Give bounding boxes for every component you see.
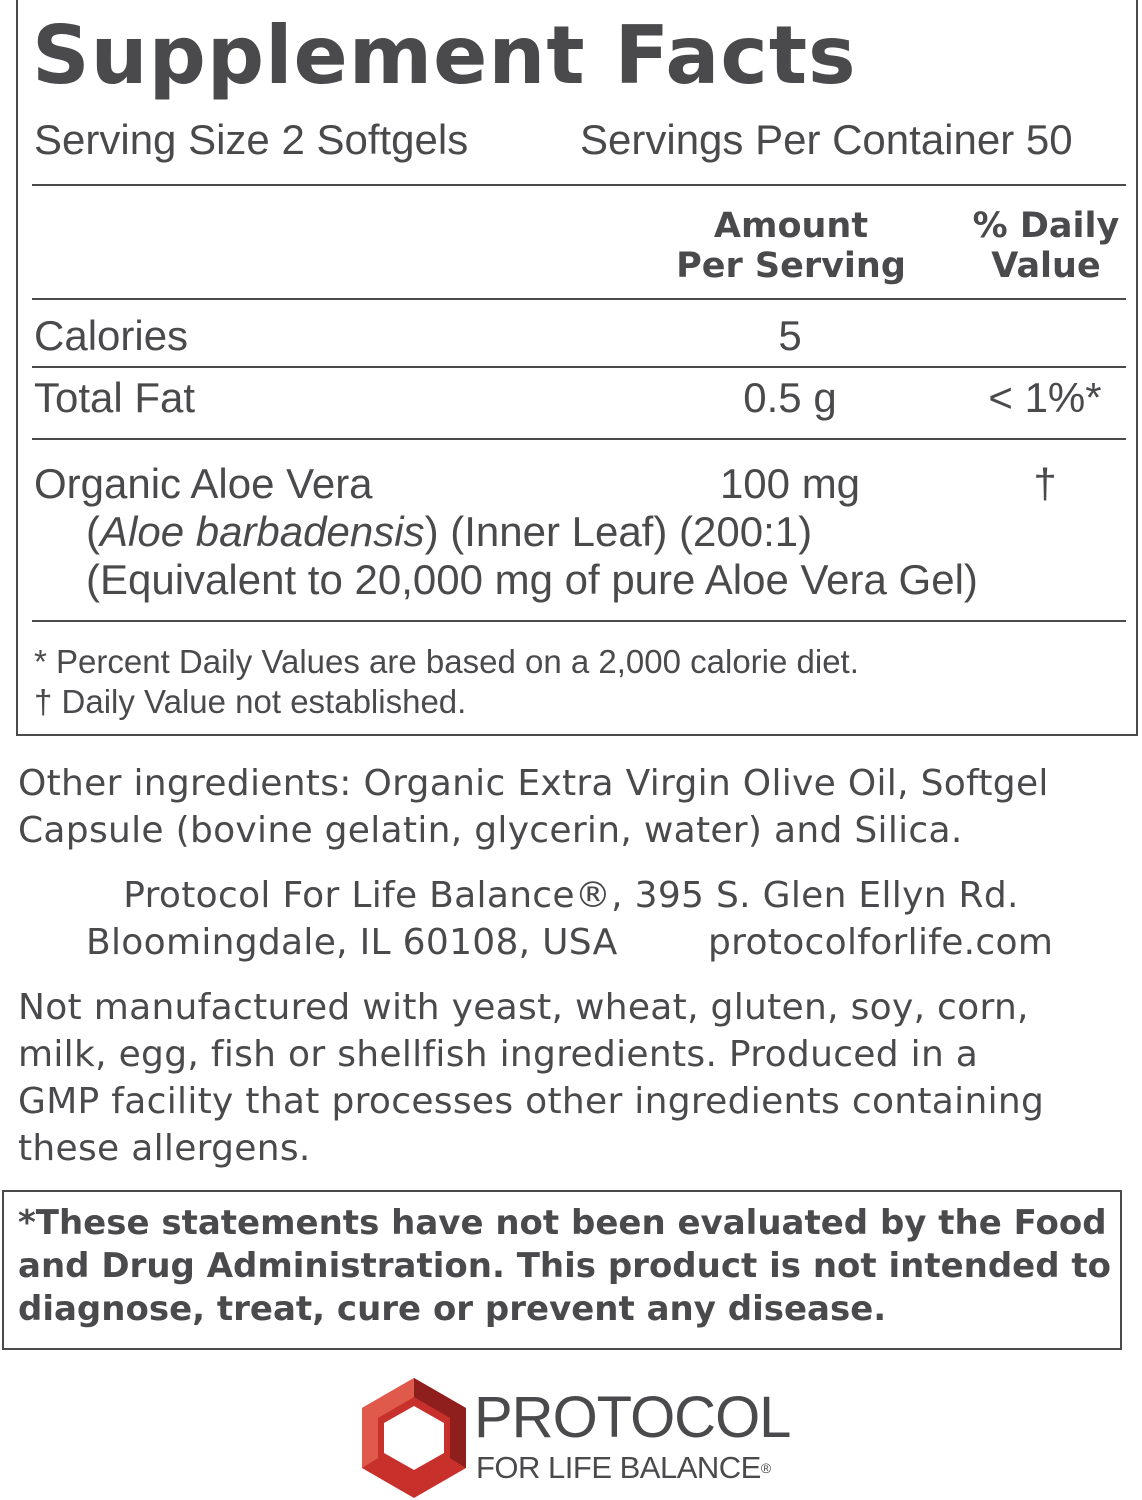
fda-disclaimer xyxy=(18,1202,1118,1331)
divider xyxy=(32,184,1126,186)
company-address: Protocol For Life Balance®, 395 S. Glen Ellyn Rd. xyxy=(123,875,1019,916)
hexagon-logo-icon xyxy=(358,1376,470,1500)
serving-size: Serving Size 2 Softgels xyxy=(34,116,469,163)
divider xyxy=(32,366,1126,368)
aloe-part-ratio: ) (Inner Leaf) (200:1) xyxy=(424,508,813,555)
divider xyxy=(32,620,1126,622)
other-ingredients xyxy=(18,760,1128,854)
allergen-line: these allergens. xyxy=(18,1128,311,1169)
footnote: * Percent Daily Values are based on a 2,000 calorie diet. xyxy=(34,643,859,680)
latin-name: Aloe barbadensis xyxy=(100,508,425,555)
disclaimer-line: and Drug Administration. This product is not intended to xyxy=(18,1246,1112,1286)
brand-name: PROTOCOL xyxy=(474,1385,791,1450)
divider xyxy=(32,298,1126,300)
footnote: † Daily Value not established. xyxy=(34,683,467,720)
nutrient-name: Calories xyxy=(34,312,189,359)
supplement-facts-panel xyxy=(16,0,1138,736)
nutrient-amount: 100 mg xyxy=(719,460,861,507)
nutrient-daily-value: † xyxy=(1033,460,1057,507)
nutrient-name: Organic Aloe Vera xyxy=(34,460,373,507)
paren: ( xyxy=(86,508,100,555)
divider xyxy=(32,438,1126,440)
servings-per-container: Servings Per Container 50 xyxy=(580,116,1073,163)
brand-tagline xyxy=(476,1450,771,1486)
company-website: protocolforlife.com xyxy=(708,922,1054,963)
nutrient-amount: 5 xyxy=(778,312,802,359)
registered-mark: ® xyxy=(760,1460,771,1476)
company-city: Bloomingdale, IL 60108, USA xyxy=(86,922,618,963)
tagline-text: FOR LIFE BALANCE xyxy=(476,1450,761,1485)
panel-title: Supplement Facts xyxy=(32,9,857,102)
dv-header-line: Value xyxy=(991,246,1101,286)
disclaimer-line: diagnose, treat, cure or prevent any disease. xyxy=(18,1289,887,1329)
aloe-source-line xyxy=(86,508,812,556)
ingredients-line: Other ingredients: Organic Extra Virgin Olive Oil, Softgel xyxy=(18,763,1049,804)
nutrient-amount: 0.5 g xyxy=(743,374,837,421)
aloe-equivalent-line: (Equivalent to 20,000 mg of pure Aloe Vera Gel) xyxy=(86,556,978,603)
ingredients-line: Capsule (bovine gelatin, glycerin, water) and Silica. xyxy=(18,810,963,851)
dv-header-line: % Daily xyxy=(972,206,1120,246)
nutrient-name: Total Fat xyxy=(34,374,196,421)
nutrient-daily-value: < 1%* xyxy=(988,374,1102,421)
disclaimer-line: *These statements have not been evaluated by the Food xyxy=(18,1203,1107,1243)
allergen-statement xyxy=(18,984,1128,1172)
amount-header-line: Per Serving xyxy=(676,246,906,286)
daily-value-header xyxy=(956,206,1136,286)
amount-header xyxy=(660,206,922,286)
allergen-line: Not manufactured with yeast, wheat, gluten, soy, corn, xyxy=(18,987,1029,1028)
amount-header-line: Amount xyxy=(713,206,869,246)
allergen-line: milk, egg, fish or shellfish ingredients. Produced in a xyxy=(18,1034,979,1075)
allergen-line: GMP facility that processes other ingredients containing xyxy=(18,1081,1045,1122)
